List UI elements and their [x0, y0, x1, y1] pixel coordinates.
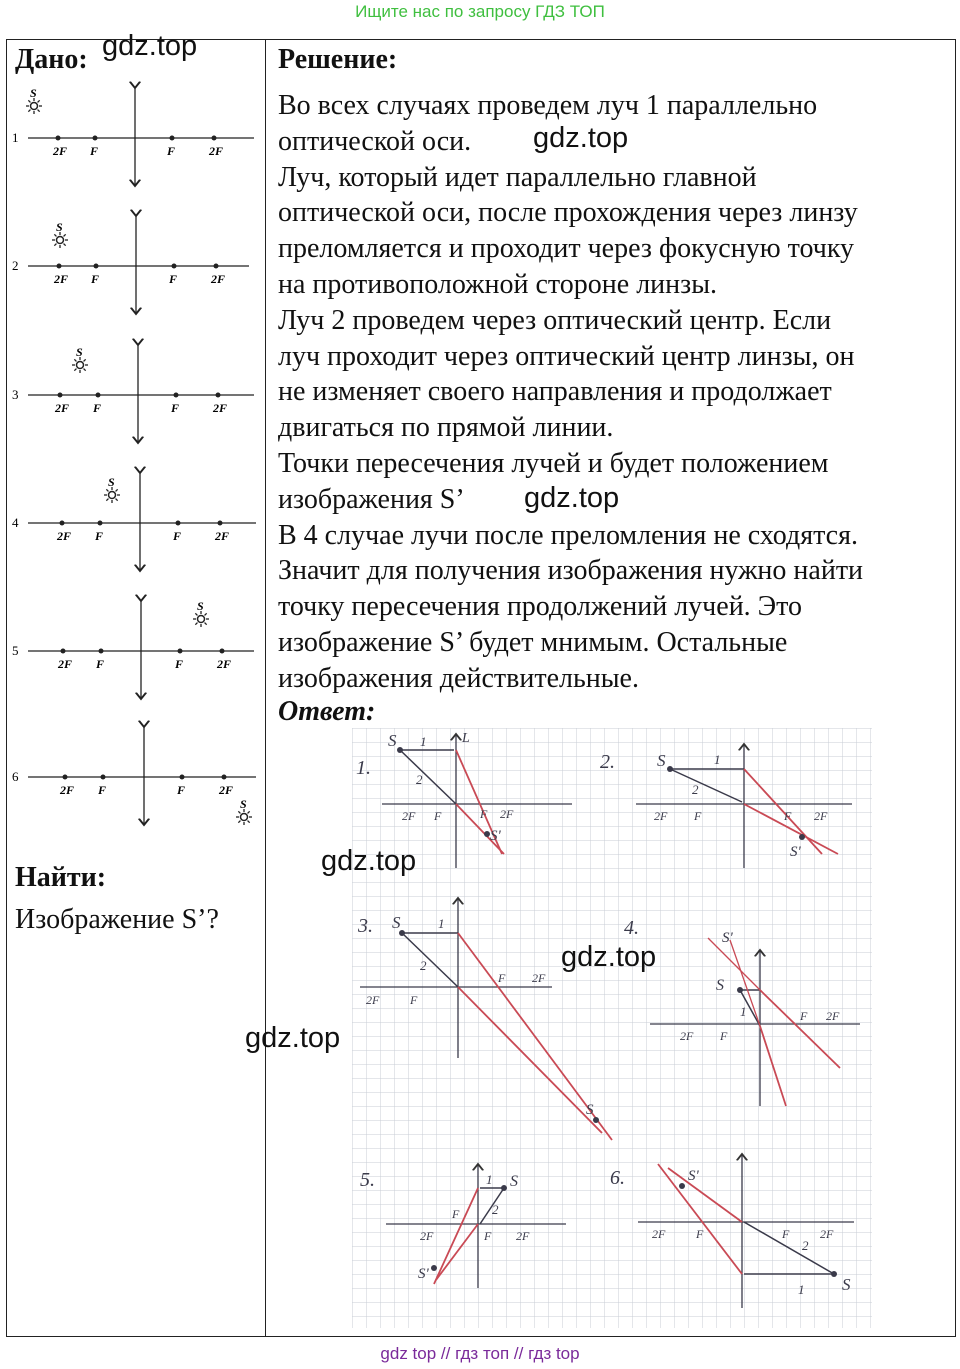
focal-label: 2F [420, 1229, 434, 1243]
focal-label: 2F [652, 1227, 666, 1241]
solution-line: Луч, который идет параллельно главной [278, 161, 757, 193]
focal-label: F [95, 529, 104, 543]
solution-line: луч проходит через оптический центр линзы, он [278, 340, 855, 372]
image-label: S' [790, 844, 801, 860]
focal-point [214, 264, 219, 269]
focal-label: F [169, 272, 178, 286]
source-star-icon [57, 237, 64, 244]
find-text: Изображение S’? [15, 904, 219, 935]
diagram-number: 2. [600, 751, 615, 773]
focal-label: 2F [215, 529, 230, 543]
source-label: S [30, 86, 37, 100]
diagram-number: 5. [360, 1169, 375, 1191]
source-ray-mark [74, 359, 76, 361]
focal-point [98, 521, 103, 526]
answer-diagrams [352, 728, 872, 1328]
given-diagram [12, 599, 254, 699]
focal-point [57, 264, 62, 269]
source-label: S [108, 475, 115, 489]
focal-point [93, 136, 98, 141]
source-ray-mark [238, 811, 240, 813]
focal-label: F [484, 1229, 492, 1243]
focal-label: 2F [532, 971, 546, 985]
ray-label: 1 [420, 734, 427, 749]
source-ray-mark [248, 821, 250, 823]
ray-label: 2 [492, 1202, 499, 1217]
focal-point [56, 136, 61, 141]
solution-line: изображения S’ [278, 483, 465, 515]
watermark: gdz.top [321, 845, 417, 877]
focal-label: 2F [654, 809, 668, 823]
focal-label: F [173, 529, 182, 543]
diagram-number: 1 [12, 130, 19, 145]
solution-label: Решение: [278, 44, 398, 75]
solution-line: не изменяет своего направления и продолжает [278, 376, 832, 408]
solution-line: изображение S’ будет мнимым. Остальные [278, 626, 788, 658]
focal-point [174, 393, 179, 398]
image-label: S' [722, 930, 733, 946]
solution-line: Луч 2 проведем через оптический центр. Если [278, 304, 832, 336]
source-star-icon [241, 814, 248, 821]
source-star-icon [109, 492, 116, 499]
source-ray-mark [74, 369, 76, 371]
focal-label: 2F [57, 529, 72, 543]
given-diagram [12, 216, 249, 314]
focal-label: F [434, 809, 442, 823]
solution-text [278, 88, 938, 697]
solution-line: оптической оси, после прохождения через линзу [278, 197, 858, 229]
focal-label: 2F [53, 144, 68, 158]
focal-point [218, 521, 223, 526]
focal-label: F [782, 1227, 790, 1241]
focal-point [63, 775, 68, 780]
source-star-icon [198, 616, 205, 623]
focal-label: 2F [500, 807, 514, 821]
watermark: gdz.top [561, 941, 657, 973]
solution-line: двигаться по прямой линии. [278, 412, 614, 444]
focal-label: 2F [680, 1029, 694, 1043]
given-diagram [12, 727, 256, 825]
find-label: Найти: [15, 862, 107, 893]
source-ray-mark [106, 489, 108, 491]
given-diagram [12, 86, 254, 186]
lens-label: L [462, 731, 470, 746]
focal-point [170, 136, 175, 141]
source-ray-mark [116, 499, 118, 501]
focal-point [178, 649, 183, 654]
given-diagrams [10, 80, 260, 840]
focal-label: 2F [54, 272, 69, 286]
focal-label: F [480, 807, 488, 821]
point-marker [679, 1183, 685, 1189]
focal-point [176, 521, 181, 526]
focal-label: F [720, 1029, 728, 1043]
focal-label: 2F [219, 783, 234, 797]
source-label: S [56, 220, 63, 234]
focal-point [99, 649, 104, 654]
focal-label: F [784, 809, 792, 823]
focal-label: 2F [60, 783, 75, 797]
focal-label: 2F [213, 401, 228, 415]
ray-label: 1 [740, 1004, 747, 1019]
focal-point [220, 649, 225, 654]
source-label: S [716, 977, 724, 994]
diagram-number: 4. [624, 917, 639, 939]
ray-label: 1 [438, 916, 445, 931]
image-label: S' [688, 1168, 699, 1184]
source-ray-mark [195, 613, 197, 615]
focal-label: 2F [55, 401, 70, 415]
answer-label: Ответ: [278, 696, 376, 727]
focal-point [94, 264, 99, 269]
source-ray-mark [205, 623, 207, 625]
source-ray-mark [106, 499, 108, 501]
focal-label: 2F [826, 1009, 840, 1023]
solution-line: точку пересечения продолжений лучей. Это [278, 591, 803, 623]
source-ray-mark [38, 100, 40, 102]
focal-label: F [800, 1009, 808, 1023]
point-marker [593, 1117, 599, 1123]
focal-label: F [90, 144, 99, 158]
ray-label: 1 [798, 1282, 805, 1297]
focal-label: F [696, 1227, 704, 1241]
focal-point [216, 393, 221, 398]
focal-point [180, 775, 185, 780]
given-diagram [12, 345, 254, 443]
focal-label: F [98, 783, 107, 797]
diagram-number: 3 [12, 387, 19, 402]
source-ray-mark [64, 234, 66, 236]
solution-line: на противоположной стороне линзы. [278, 268, 718, 300]
image-label: S' [490, 828, 501, 844]
focal-label: F [410, 993, 418, 1007]
source-ray-mark [238, 821, 240, 823]
source-label: S [76, 345, 83, 359]
focal-label: F [91, 272, 100, 286]
source-star-icon [77, 362, 84, 369]
focal-point [222, 775, 227, 780]
watermark: gdz.top [245, 1022, 341, 1054]
given-diagram [12, 473, 256, 571]
source-label: S [657, 751, 666, 770]
focal-point [101, 775, 106, 780]
source-ray-mark [64, 244, 66, 246]
focal-label: F [171, 401, 180, 415]
focal-point [61, 649, 66, 654]
watermark: gdz.top [102, 30, 198, 62]
diagram-number: 5 [12, 643, 19, 658]
focal-label: F [452, 1207, 460, 1221]
focal-label: 2F [814, 809, 828, 823]
focal-label: 2F [366, 993, 380, 1007]
focal-point [60, 521, 65, 526]
diagram-number: 6 [12, 769, 19, 784]
image-label: S' [418, 1266, 429, 1282]
source-label: S [510, 1173, 518, 1190]
source-ray-mark [84, 369, 86, 371]
focal-label: F [694, 809, 702, 823]
focal-label: F [93, 401, 102, 415]
solution-line: изображения действительные. [278, 662, 639, 694]
ray-label: 2 [416, 772, 423, 787]
focal-label: 2F [402, 809, 416, 823]
source-ray-mark [28, 100, 30, 102]
focal-point [58, 393, 63, 398]
focal-label: F [175, 657, 184, 671]
solution-line: Точки пересечения лучей и будет положением [278, 447, 829, 479]
focal-point [96, 393, 101, 398]
source-ray-mark [195, 623, 197, 625]
source-ray-mark [28, 110, 30, 112]
ray-label: 2 [692, 782, 699, 797]
focal-label: 2F [820, 1227, 834, 1241]
solution-line: оптической оси. [278, 125, 472, 157]
source-ray-mark [84, 359, 86, 361]
focal-label: F [167, 144, 176, 158]
top-banner: Ищите нас по запросу ГДЗ ТОП [355, 2, 605, 21]
ray-label: 1 [486, 1172, 493, 1187]
point-marker [799, 834, 805, 840]
focal-label: 2F [58, 657, 73, 671]
given-label: Дано: [15, 44, 88, 75]
source-ray-mark [205, 613, 207, 615]
focal-point [172, 264, 177, 269]
focal-label: 2F [211, 272, 226, 286]
source-ray-mark [116, 489, 118, 491]
focal-point [212, 136, 217, 141]
source-label: S [842, 1275, 851, 1294]
focal-label: F [96, 657, 105, 671]
source-ray-mark [54, 244, 56, 246]
source-label: S [197, 599, 204, 613]
focal-label: 2F [217, 657, 232, 671]
diagram-number: 6. [610, 1167, 625, 1189]
solution-line: преломляется и проходит через фокусную точку [278, 233, 855, 265]
watermark: gdz.top [533, 122, 629, 154]
solution-line: Значит для получения изображения нужно найти [278, 555, 864, 587]
diagram-number: 4 [12, 515, 19, 530]
focal-label: 2F [516, 1229, 530, 1243]
diagram-number: 2 [12, 258, 19, 273]
diagram-number: 1. [356, 757, 371, 779]
source-ray-mark [248, 811, 250, 813]
image-label: S [586, 1102, 594, 1118]
solution-line: В 4 случае лучи после преломления не сходятся. [278, 519, 858, 551]
focal-label: 2F [209, 144, 224, 158]
focal-label: F [177, 783, 186, 797]
source-label: S [388, 731, 397, 750]
diagram-number: 3. [358, 915, 373, 937]
source-label: S [240, 797, 247, 811]
ray-label: 1 [714, 752, 721, 767]
source-label: S [392, 913, 401, 932]
ray-label: 2 [802, 1238, 809, 1253]
column-divider [265, 39, 266, 1337]
source-ray-mark [38, 110, 40, 112]
watermark: gdz.top [524, 482, 620, 514]
footer: gdz top // гдз топ // гдз top [380, 1344, 580, 1363]
solution-line: Во всех случаях проведем луч 1 параллельно [278, 90, 818, 121]
ray-label: 2 [420, 958, 427, 973]
source-ray-mark [54, 234, 56, 236]
point-marker [431, 1265, 437, 1271]
focal-label: F [498, 971, 506, 985]
source-star-icon [31, 103, 38, 110]
